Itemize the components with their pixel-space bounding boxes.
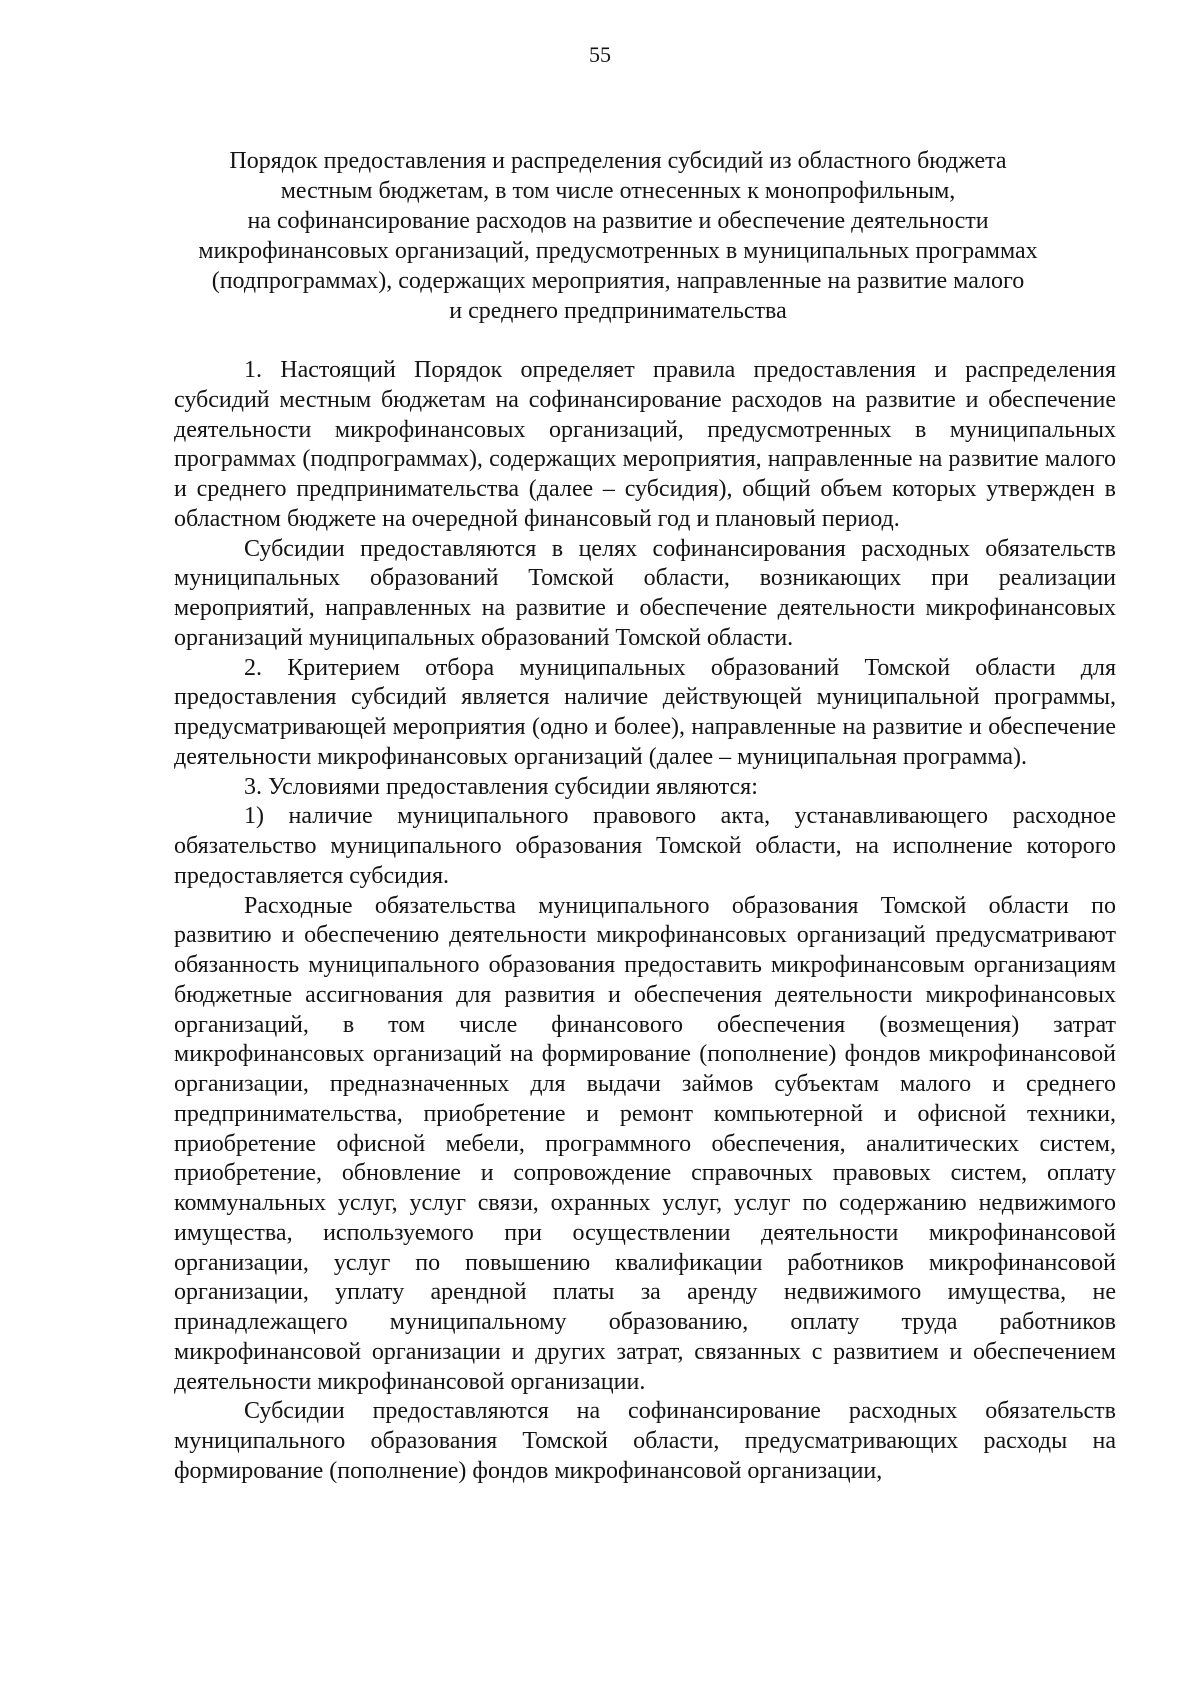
paragraph: 2. Критерием отбора муниципальных образований Томской области для предоставления субсидий является наличие действующей муниципальной программы, предусматривающей мероприятия (одно и более), направленные на развитие и обеспечение деятельности микрофинансовых организаций (далее – муниципальная программа).: [174, 654, 1116, 770]
paragraph: Расходные обязательства муниципального образования Томской области по развитию и обеспечению деятельности микрофинансовых организаций предусматривают обязанность муниципального образования предоставить микрофинансовым организациям бюджетные ассигнования для развития и обеспечения деятельности микрофинансовых организаций, в том числе финансового обеспечения (возмещения) затрат микрофинансовых организаций на формирование (пополнение) фондов микрофинансовой организации, предназначенных для выдачи займов субъектам малого и среднего предпринимательства, приобретение и ремонт компьютерной и офисной техники, приобретение офисной мебели, программного обеспечения, аналитических систем, приобретение, обновление и сопровождение справочных правовых систем, оплату коммунальных услуг, услуг связи, охранных услуг, услуг по содержанию недвижимого имущества, используемого при осуществлении деятельности микрофинансовой организации, услуг по повышению квалификации работников микрофинансовой организации, уплату арендной платы за аренду недвижимого имущества, не принадлежащего муниципальному образованию, оплату труда работников микрофинансовой организации и других затрат, связанных с развитием и обеспечением деятельности микрофинансовой организации.: [174, 892, 1116, 1395]
document-title: [160, 146, 1076, 326]
document-body: [174, 356, 1116, 1487]
title-line: на софинансирование расходов на развитие и обеспечение деятельности: [247, 208, 989, 234]
page-number: 55: [589, 42, 611, 67]
paragraph: Субсидии предоставляются на софинансирование расходных обязательств муниципального образования Томской области, предусматривающих расходы на формирование (пополнение) фондов микрофинансовой организации,: [174, 1398, 1116, 1484]
title-line: микрофинансовых организаций, предусмотренных в муниципальных программах: [198, 238, 1038, 264]
paragraph: Субсидии предоставляются в целях софинансирования расходных обязательств муниципальных образований Томской области, возникающих при реализации мероприятий, направленных на развитие и обеспечение деятельности микрофинансовых организаций муниципальных образований Томской области.: [174, 535, 1116, 651]
paragraph: 1) наличие муниципального правового акта, устанавливающего расходное обязательство муниципального образования Томской области, на исполнение которого предоставляется субсидия.: [174, 803, 1116, 889]
title-line: (подпрограммах), содержащих мероприятия, направленные на развитие малого: [211, 268, 1025, 294]
paragraph: 1. Настоящий Порядок определяет правила предоставления и распределения субсидий местным бюджетам на софинансирование расходов на развитие и обеспечение деятельности микрофинансовых организаций, предусмотренных в муниципальных программах (подпрограммах), содержащих мероприятия, направленные на развитие малого и среднего предпринимательства (далее – субсидия), общий объем которых утвержден в областном бюджете на очередной финансовый год и плановый период.: [174, 357, 1116, 532]
title-line: местным бюджетам, в том числе отнесенных к монопрофильным,: [280, 178, 956, 204]
title-line: и среднего предпринимательства: [449, 298, 787, 324]
title-line: Порядок предоставления и распределения субсидий из областного бюджета: [229, 148, 1007, 174]
paragraph: 3. Условиями предоставления субсидии являются:: [244, 773, 758, 800]
